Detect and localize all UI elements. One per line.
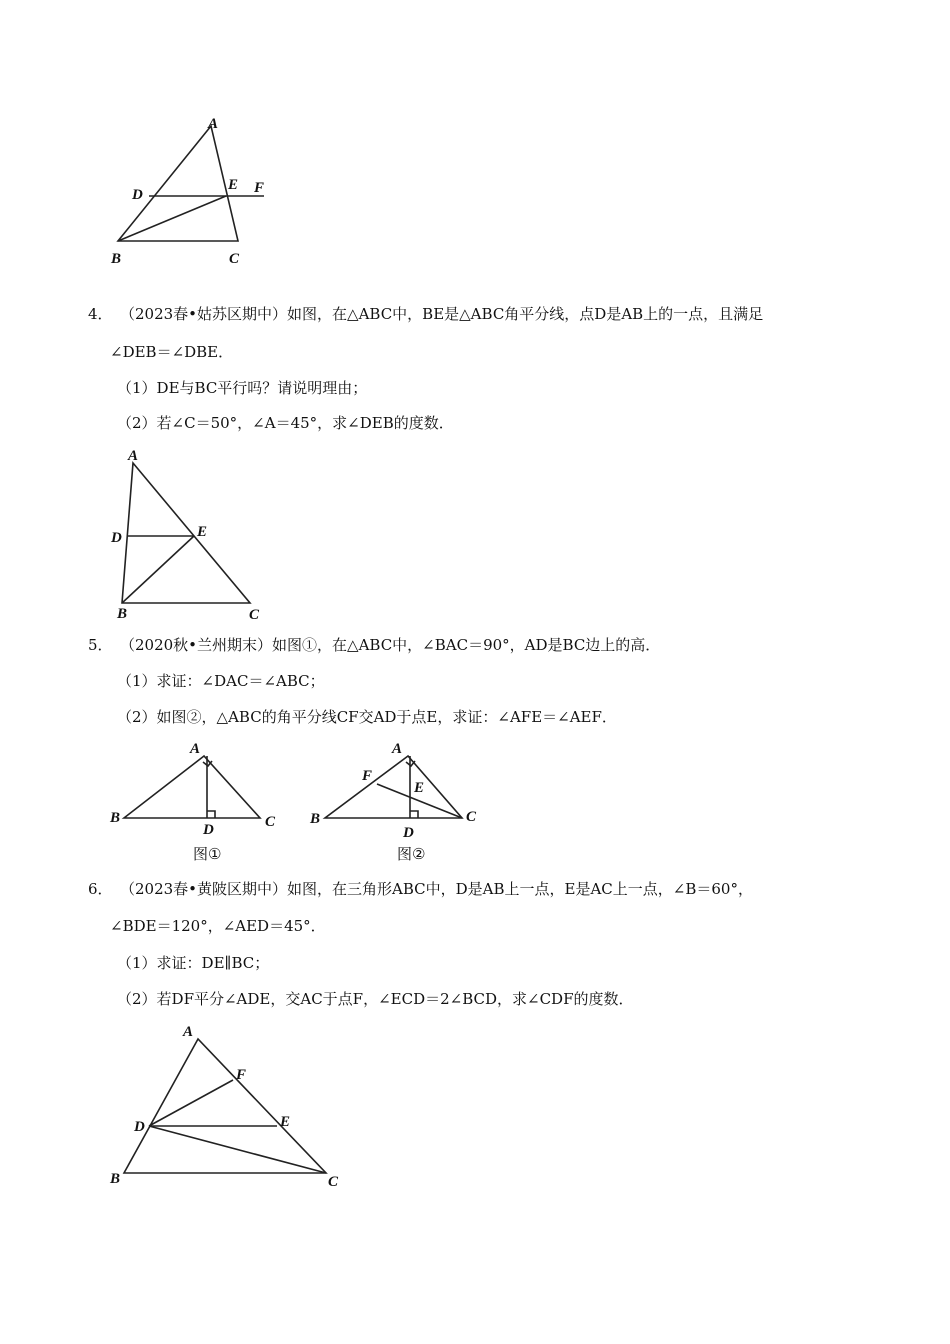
label-a: A [183, 1024, 194, 1040]
q4-source: （2023春•姑苏区期中） [120, 305, 288, 323]
triangle-abc [325, 756, 462, 818]
q5-number: 5． [88, 636, 113, 654]
label-a: A [392, 741, 403, 757]
label-b: B [117, 606, 128, 622]
label-a: A [128, 448, 139, 464]
right-angle-d-mark [207, 811, 215, 818]
label-c: C [249, 607, 260, 623]
label-f: F [362, 768, 373, 784]
q5-stem-line [88, 634, 660, 656]
triangle-abc [122, 463, 250, 603]
q4-part2: （2）若∠C＝50°，∠A＝45°，求∠DEB的度数． [117, 414, 454, 432]
label-c: C [265, 814, 276, 830]
q5-stem: 如图①，在△ABC中，∠BAC＝90°，AD是BC边上的高． [272, 636, 661, 654]
label-a: A [208, 116, 219, 132]
q6-part2: （2）若DF平分∠ADE，交AC于点F，∠ECD＝2∠BCD，求∠CDF的度数． [117, 990, 634, 1008]
q4-stem-line1 [88, 303, 763, 325]
label-e: E [414, 780, 425, 796]
label-b: B [111, 251, 122, 267]
segment-dc [149, 1126, 326, 1173]
label-b: B [310, 811, 321, 827]
label-b: B [110, 1171, 121, 1187]
q6-part1: （1）求证：DE∥BC； [117, 954, 270, 972]
q4-number: 4． [88, 305, 113, 323]
label-a: A [190, 741, 201, 757]
q5-part1: （1）求证：∠DAC＝∠ABC； [117, 672, 325, 690]
q6-stem: 如图，在三角形ABC中，D是AB上一点，E是AC上一点，∠B＝60°， [287, 880, 753, 898]
right-angle-d-mark [410, 811, 418, 818]
label-f: F [254, 180, 265, 196]
caption-fig1: 图① [193, 845, 222, 863]
q4-stem: 如图，在△ABC中，BE是△ABC角平分线，点D是AB上的一点，且满足 [287, 305, 764, 323]
triangle-abc [124, 756, 260, 818]
label-b: B [110, 810, 121, 826]
label-d: D [134, 1119, 145, 1135]
segment-df [149, 1080, 233, 1126]
q6-number: 6． [88, 880, 113, 898]
label-c: C [466, 809, 477, 825]
label-c: C [229, 251, 240, 267]
figure-q3 [100, 110, 280, 270]
figure-q6 [105, 1020, 350, 1195]
label-d: D [111, 530, 122, 546]
figure-q4 [105, 445, 270, 625]
q6-stem-line1 [88, 878, 753, 900]
q4-part1: （1）DE与BC平行吗？请说明理由； [117, 379, 368, 397]
figure-q5-1 [105, 737, 285, 867]
q5-part2: （2）如图②，△ABC的角平分线CF交AD于点E，求证：∠AFE＝∠AEF． [117, 708, 617, 726]
label-d: D [132, 187, 143, 203]
label-d: D [403, 825, 414, 841]
label-e: E [280, 1114, 291, 1130]
q5-source: （2020秋•兰州期末） [120, 636, 273, 654]
label-d: D [203, 822, 214, 838]
triangle-abc [124, 1039, 326, 1173]
q4-stem-line2: ∠DEB＝∠DBE． [110, 343, 234, 361]
segment-be [122, 536, 194, 603]
figure-q5-2 [305, 737, 485, 867]
caption-fig2: 图② [397, 845, 426, 863]
label-e: E [228, 177, 239, 193]
q6-source: （2023春•黄陂区期中） [120, 880, 288, 898]
triangle-abc [118, 126, 238, 241]
label-c: C [328, 1174, 339, 1190]
label-e: E [197, 524, 208, 540]
q6-stem-line2: ∠BDE＝120°，∠AED＝45°． [110, 917, 326, 935]
label-f: F [236, 1067, 247, 1083]
